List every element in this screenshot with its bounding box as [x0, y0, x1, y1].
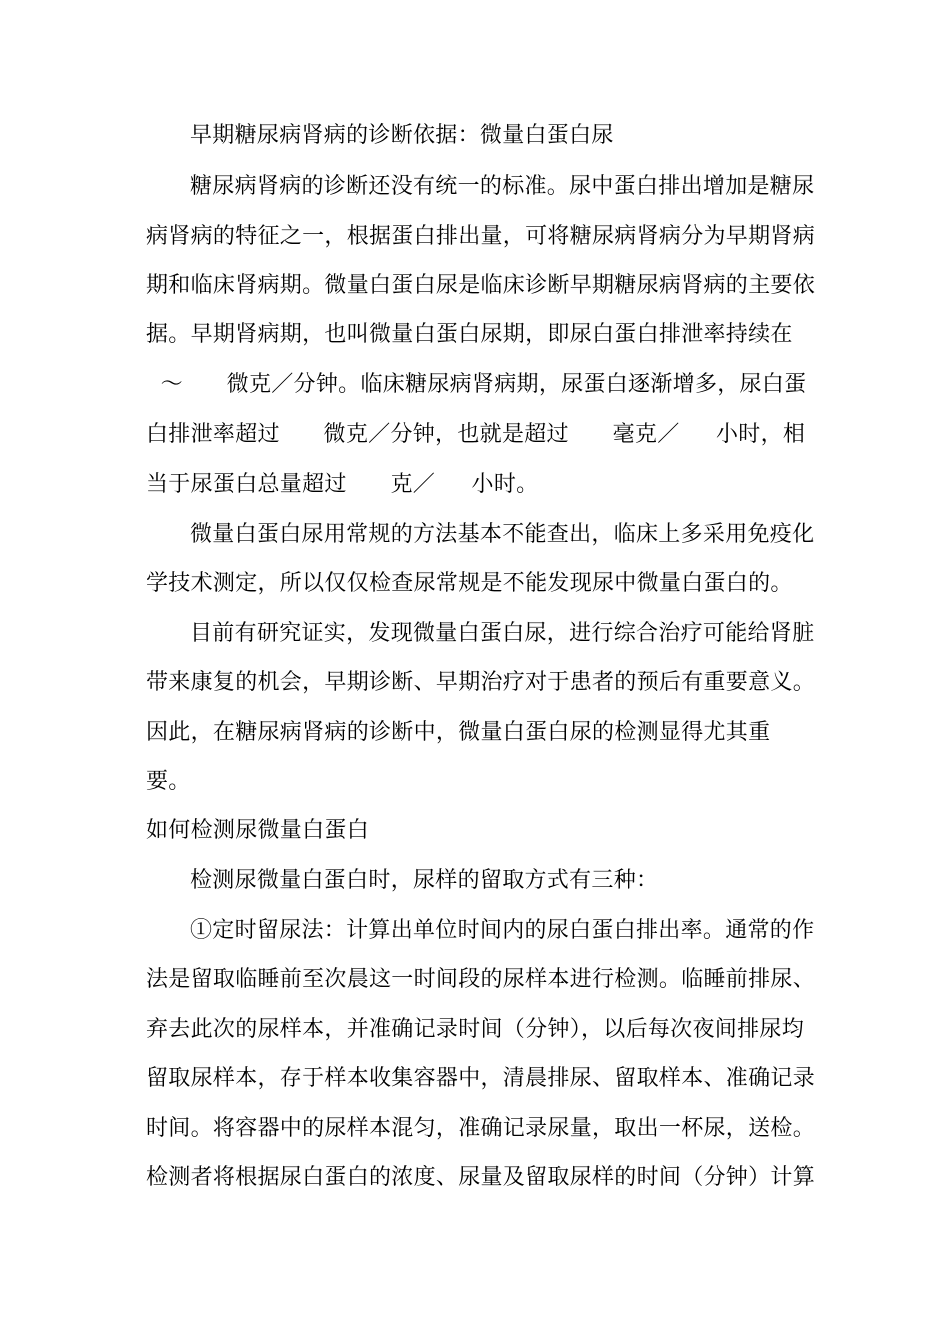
- paragraph-line: 要。: [146, 769, 191, 794]
- paragraph-line: 据。早期肾病期，也叫微量白蛋白尿期，即尿白蛋白排泄率持续在: [146, 322, 793, 347]
- paragraph-line: 弃去此次的尿样本，并准确记录时间（分钟），以后每次夜间排尿均: [146, 1017, 805, 1042]
- paragraph-line: 检测尿微量白蛋白时，尿样的留取方式有三种：: [190, 868, 659, 893]
- paragraph-line: 病肾病的特征之一，根据蛋白排出量，可将糖尿病肾病分为早期肾病: [146, 224, 816, 249]
- paragraph-line: 带来康复的机会，早期诊断、早期治疗对于患者的预后有重要意义。: [146, 670, 816, 695]
- section-heading: 如何检测尿微量白蛋白: [146, 818, 370, 843]
- paragraph-line: 当于尿蛋白总量超过 克／ 小时。: [146, 472, 539, 497]
- paragraph-line: 法是留取临睡前至次晨这一时间段的尿样本进行检测。临睡前排尿、: [146, 967, 816, 992]
- section-heading: 早期糖尿病肾病的诊断依据：微量白蛋白尿: [190, 123, 614, 148]
- paragraph-line: 期和临床肾病期。微量白蛋白尿是临床诊断早期糖尿病肾病的主要依: [146, 273, 816, 298]
- paragraph-line: 糖尿病肾病的诊断还没有统一的标准。尿中蛋白排出增加是糖尿: [190, 174, 815, 199]
- paragraph-line: ①定时留尿法：计算出单位时间内的尿白蛋白排出率。通常的作: [190, 918, 815, 943]
- paragraph-line: 时间。将容器中的尿样本混匀，准确记录尿量，取出一杯尿，送检。: [146, 1116, 816, 1141]
- paragraph-line: 白排泄率超过 微克／分钟，也就是超过 毫克／ 小时，相: [146, 422, 806, 447]
- paragraph-line: 留取尿样本，存于样本收集容器中，清晨排尿、留取样本、准确记录: [146, 1066, 816, 1091]
- paragraph-line: ～ 微克／分钟。临床糖尿病肾病期，尿蛋白逐渐增多，尿白蛋: [146, 372, 807, 397]
- paragraph-line: 因此，在糖尿病肾病的诊断中，微量白蛋白尿的检测显得尤其重: [146, 720, 771, 745]
- paragraph-line: 学技术测定，所以仅仅检查尿常规是不能发现尿中微量白蛋白的。: [146, 571, 793, 596]
- paragraph-line: 目前有研究证实，发现微量白蛋白尿，进行综合治疗可能给肾脏: [190, 621, 815, 646]
- paragraph-line: 检测者将根据尿白蛋白的浓度、尿量及留取尿样的时间（分钟）计算: [146, 1165, 816, 1190]
- paragraph-line: 微量白蛋白尿用常规的方法基本不能查出，临床上多采用免疫化: [190, 522, 815, 547]
